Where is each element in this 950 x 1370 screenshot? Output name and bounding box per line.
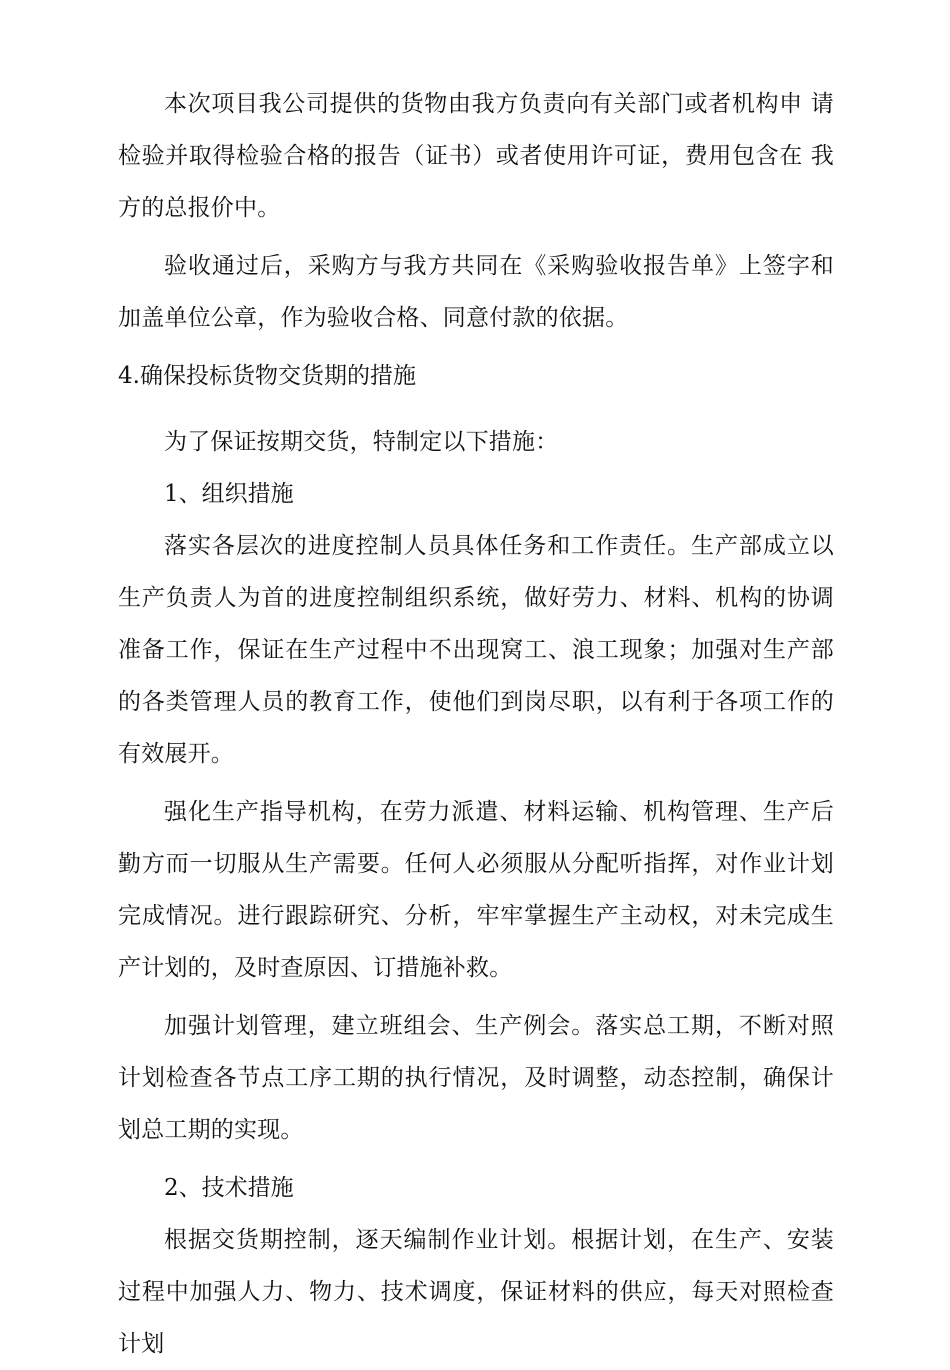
paragraph-technical-scheduling: 根据交货期控制，逐天编制作业计划。根据计划，在生产、安装 过程中加强人力、物力、技术调度，保证材料的供应，每天对照检查 计划 — [118, 1227, 834, 1357]
paragraph-plan-management: 加强计划管理，建立班组会、生产例会。落实总工期，不断对照 计划检查各节点工序工期的执行情况，及时调整，动态控制，确保计 划总工期的实现。 — [118, 1013, 834, 1143]
section-heading-delivery-measures: 4.确保投标货物交货期的措施 — [118, 363, 416, 389]
subheading-organization-measures: 1、组织措施 — [164, 481, 294, 507]
subheading-technical-measures: 2、技术措施 — [164, 1175, 294, 1201]
paragraph-production-guidance: 强化生产指导机构，在劳力派遣、材料运输、机构管理、生产后 勤方而一切服从生产需要。任何人必须服从分配听指挥，对作业计划 完成情况。进行跟踪研究、分析，牢牢掌握生产主动权，对未完成生 产计划的，及时查原因、订措施补救。 — [118, 799, 834, 981]
paragraph-inspection: 本次项目我公司提供的货物由我方负责向有关部门或者机构申 请检验并取得检验合格的报告（证书）或者使用许可证，费用包含在 我方的总报价中。 — [118, 91, 834, 221]
paragraph-intro-measures: 为了保证按期交货，特制定以下措施： — [164, 429, 559, 455]
paragraph-organization-responsibility: 落实各层次的进度控制人员具体任务和工作责任。生产部成立以 生产负责人为首的进度控制组织系统，做好劳力、材料、机构的协调 准备工作，保证在生产过程中不出现窝工、浪工现象；加强对生产部 的各类管理人员的教育工作，使他们到岗尽职，以有利于各项工作的 有效展开。 — [118, 533, 834, 767]
document-page — [118, 78, 834, 1370]
paragraph-acceptance: 验收通过后，采购方与我方共同在《采购验收报告单》上签字和 加盖单位公章，作为验收合格、同意付款的依据。 — [118, 253, 834, 331]
